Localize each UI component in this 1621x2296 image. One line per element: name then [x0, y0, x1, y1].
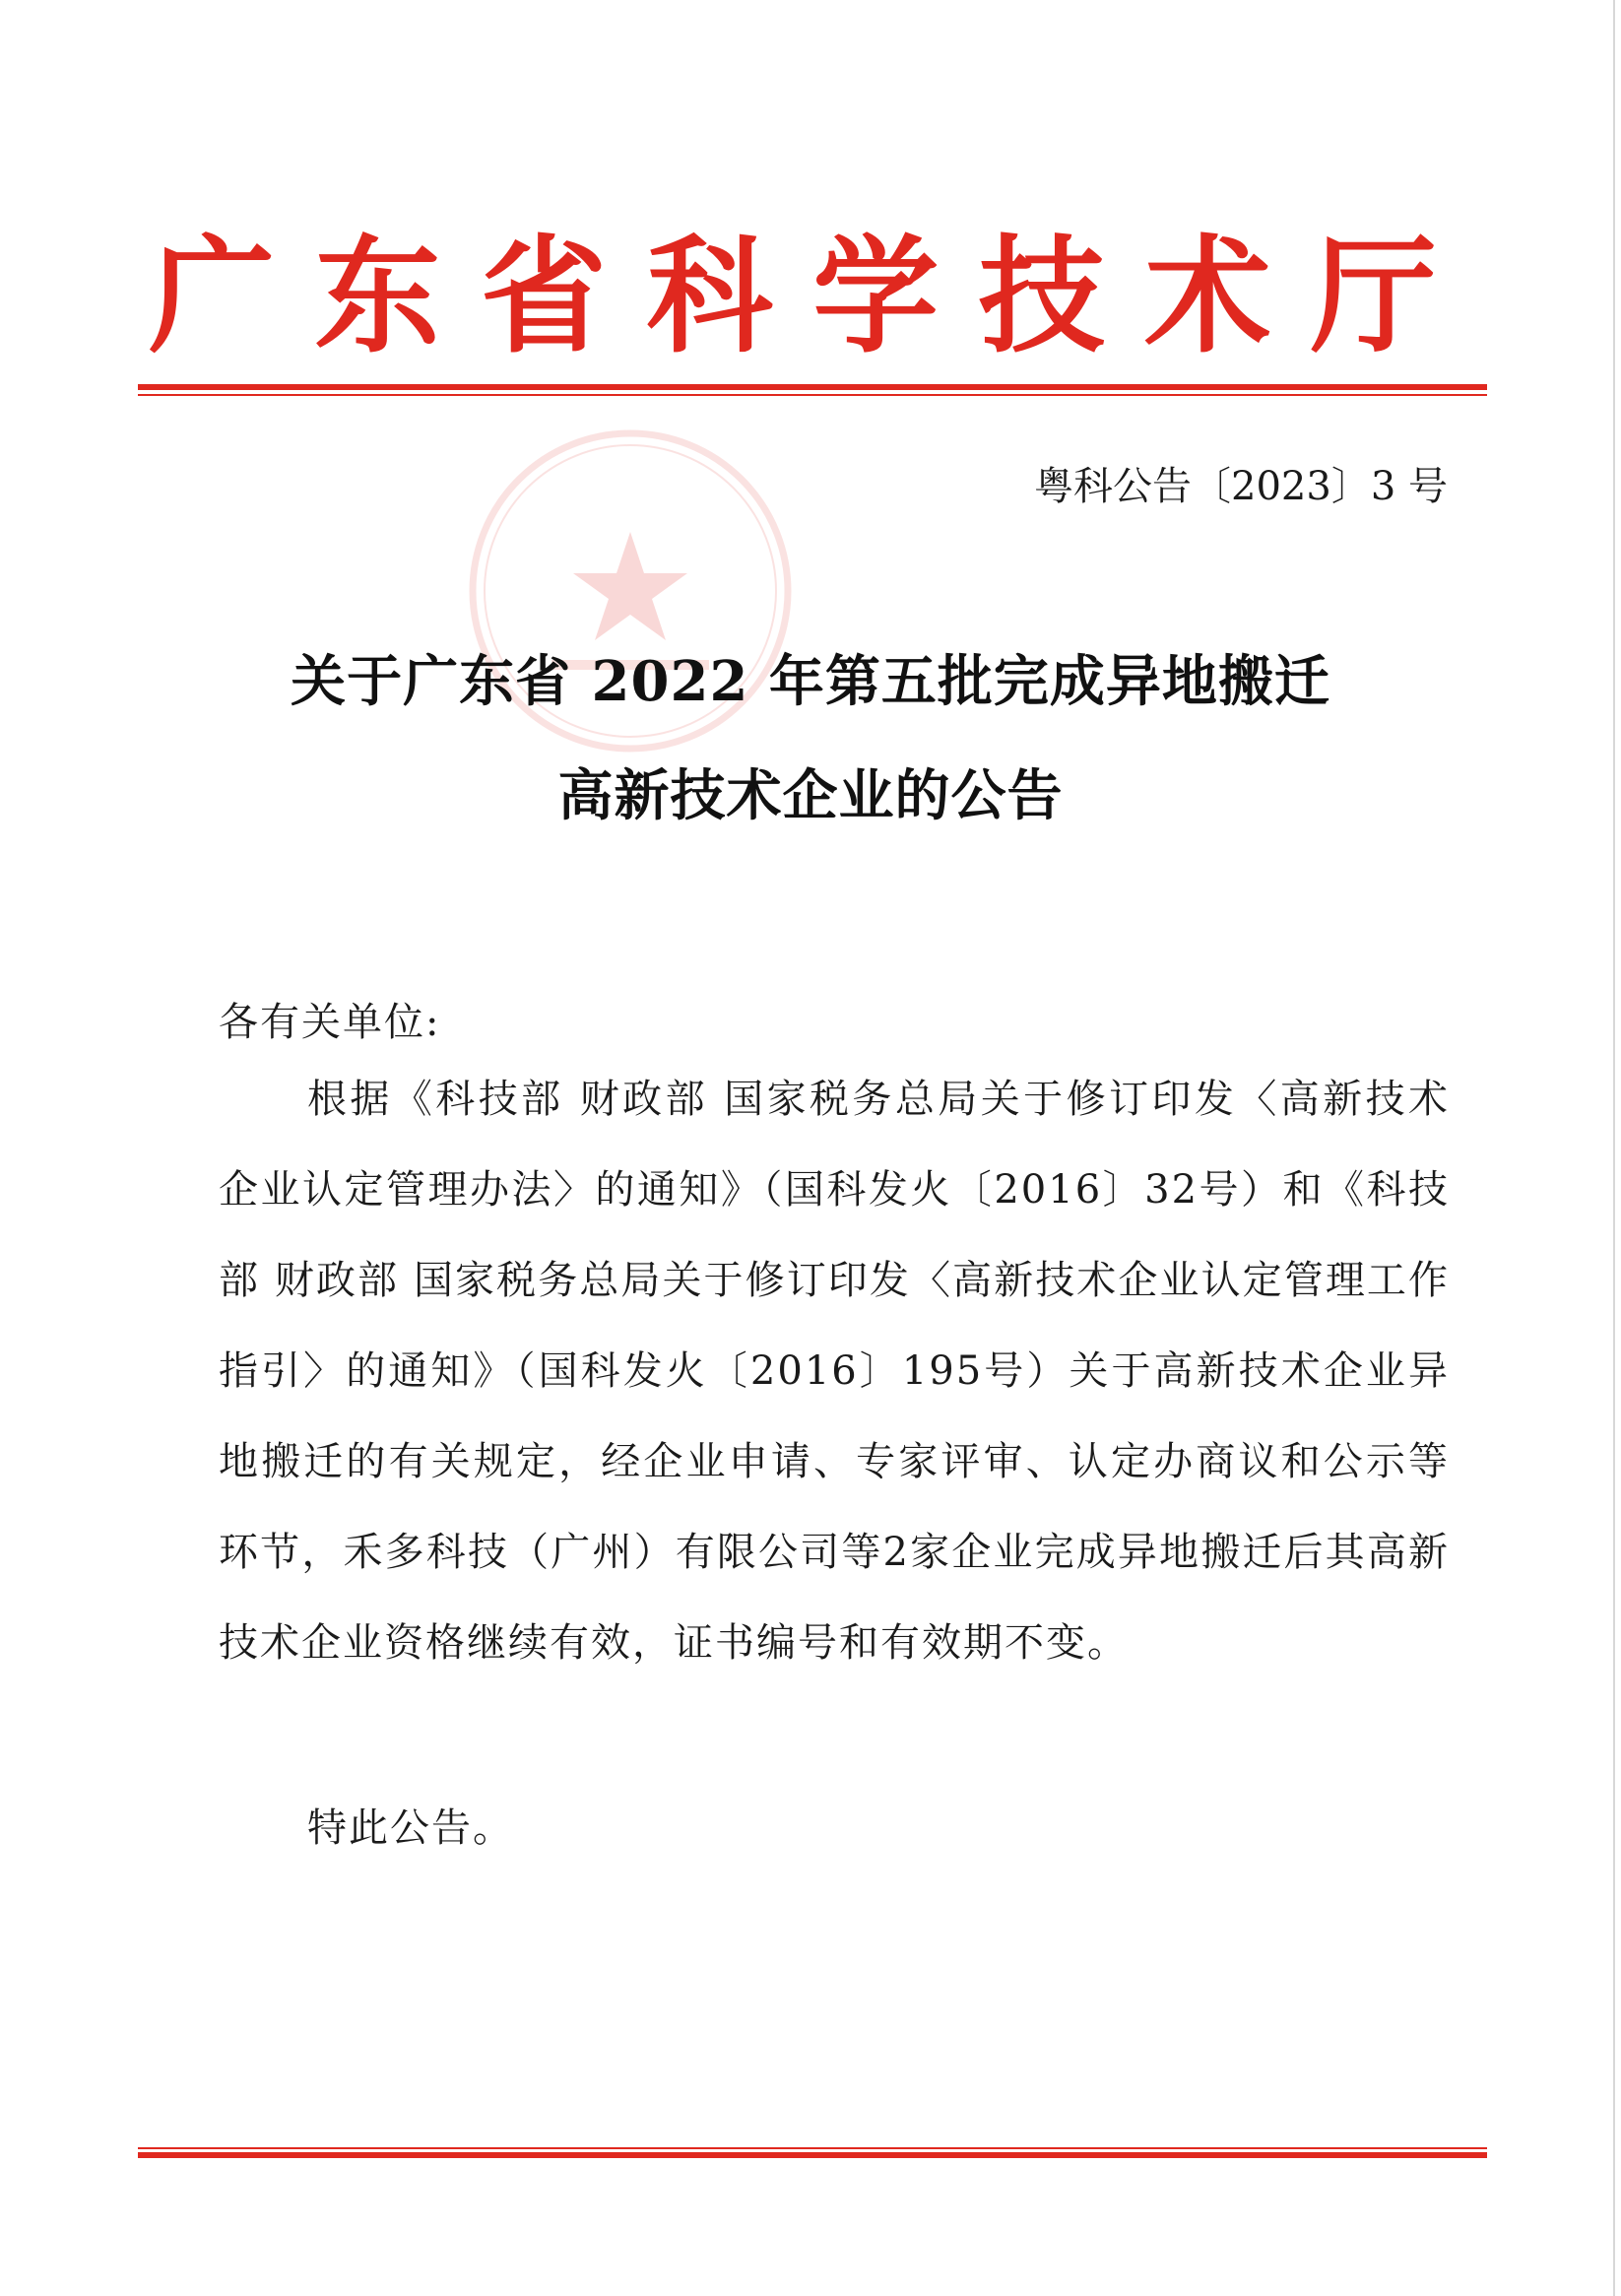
announcement-title-line2: 高新技术企业的公告: [557, 763, 1064, 828]
header-char: 术: [1144, 223, 1271, 370]
closing-remark: 特此公告。: [307, 1805, 514, 1851]
document-number: 粤科公告〔2023〕3 号: [1034, 464, 1448, 509]
footer-divider-thick: [138, 2152, 1487, 2158]
salutation: 各有关单位:: [219, 1000, 441, 1045]
header-divider-thin: [138, 394, 1487, 396]
header-char: 学: [812, 223, 940, 370]
organization-header: [138, 223, 1448, 370]
announcement-title-line1: 关于广东省 2022 年第五批完成异地搬迁: [291, 649, 1330, 714]
scan-edge-line: [1613, 0, 1615, 2296]
seal-star-icon: [573, 532, 687, 640]
header-char: 东: [314, 223, 441, 370]
header-divider-thick: [138, 384, 1487, 390]
header-char: 广: [148, 223, 275, 370]
header-char: 厅: [1310, 223, 1437, 370]
header-char: 科: [646, 223, 773, 370]
header-char: 技: [978, 223, 1105, 370]
body-paragraph: 根据《科技部 财政部 国家税务总局关于修订印发〈高新技术企业认定管理办法〉的通知》（国科发火〔2016〕32号）和《科技部 财政部 国家税务总局关于修订印发〈高新技术企业认定管理工作指引〉的通知》（国科发火〔2016〕195号）关于高新技术企业异地搬迁的有关规定，经企业申请、专家评审、认定办商议和公示等环节，禾多科技（广州）有限公司等2家企业完成异地搬迁后其高新技术企业资格继续有效，证书编号和有效期不变。: [219, 1077, 1450, 1666]
header-char: 省: [481, 223, 608, 370]
footer-divider-thin: [138, 2147, 1487, 2149]
